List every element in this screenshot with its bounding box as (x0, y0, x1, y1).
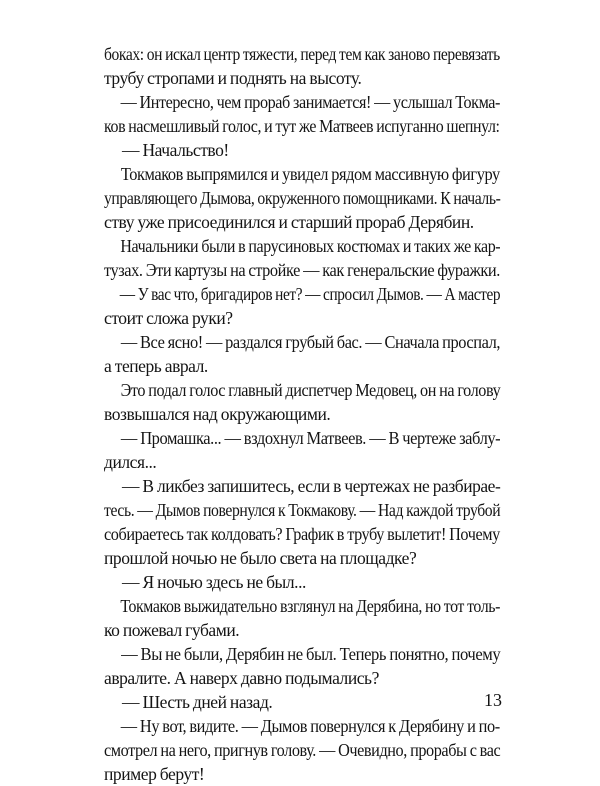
text-line: — Ну вот, видите. — Дымов повернулся к Дерябину и по- (120, 716, 500, 736)
text-line: — Начальство! (122, 140, 229, 160)
text-line: дился... (104, 452, 157, 472)
text-line: ков насмешливый голос, и тут же Матвеев испуганно шепнул: (104, 116, 500, 136)
text-line: собираетесь так колдовать? График в трубу вылетит! Почему (104, 524, 500, 544)
book-page-body (104, 42, 500, 786)
text-line: боках: он искал центр тяжести, перед тем как заново перевязать (104, 44, 500, 64)
text-line: ко пожевал губами. (104, 620, 240, 640)
text-line: — У вас что, бригадиров нет? — спросил Дымов. — А мастер (119, 284, 501, 304)
page-number: 13 (484, 690, 502, 710)
text-line: тузах. Эти картузы на стройке — как генеральские фуражки. (104, 260, 500, 280)
text-line: стоит сложа руки? (104, 308, 233, 328)
text-line: Токмаков выжидательно взглянул на Дерябина, но тот толь- (120, 596, 501, 616)
text-line: авралите. А наверх давно подымались? (104, 668, 379, 688)
text-line: — Промашка... — вздохнул Матвеев. — В чертеже заблу- (120, 428, 501, 448)
text-line: Токмаков выпрямился и увидел рядом массивную фигуру (120, 164, 500, 184)
text-line: прошлой ночью не было света на площадке? (104, 548, 417, 568)
text-line: возвышался над окружающими. (104, 404, 331, 424)
text-line: пример берут! (104, 764, 205, 784)
text-line: ству уже присоединился и старший прораб Дерябин. (104, 212, 474, 232)
text-line: — Все ясно! — раздался грубый бас. — Сначала проспал, (120, 332, 501, 352)
text-line: — Интересно, чем прораб занимается! — услышал Токма- (120, 92, 501, 112)
text-line: тесь. — Дымов повернулся к Токмакову. — Над каждой трубой (104, 500, 501, 520)
text-line: а теперь аврал. (104, 356, 208, 376)
text-line: — Шесть дней назад. (122, 692, 273, 712)
text-line: Начальники были в парусиновых костюмах и таких же кар- (120, 236, 501, 256)
text-line: смотрел на него, пригнув голову. — Очевидно, прорабы с вас (104, 740, 501, 760)
text-line: управляющего Дымова, окруженного помощниками. К началь- (104, 188, 501, 208)
text-line: Это подал голос главный диспетчер Медовец, он на голову (120, 380, 501, 400)
text-line: — Вы не были, Дерябин не был. Теперь понятно, почему (121, 644, 501, 664)
text-line: трубу стропами и поднять на высоту. (104, 68, 362, 88)
text-line: — Я ночью здесь не был... (122, 572, 306, 592)
text-line: — В ликбез запишитесь, если в чертежах не разбирае- (121, 476, 501, 496)
